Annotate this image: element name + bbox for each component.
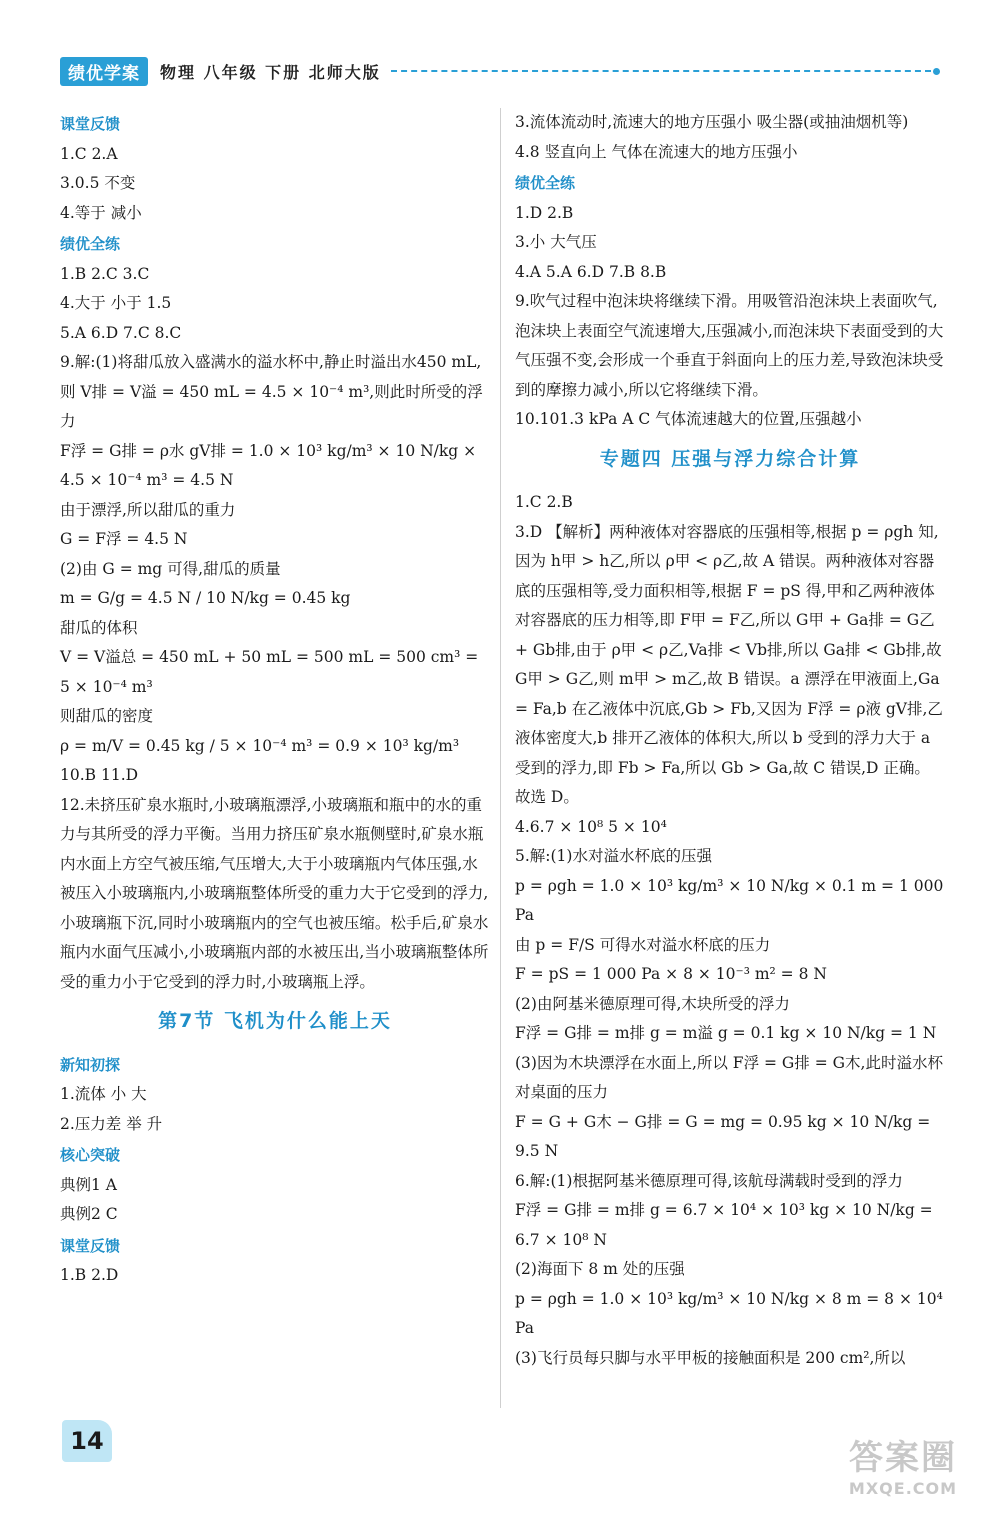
answer-line: 12.未挤压矿泉水瓶时,小玻璃瓶漂浮,小玻璃瓶和瓶中的水的重力与其所受的浮力平衡。当用力挤压矿泉水瓶侧壁时,矿泉水瓶内水面上方空气被压缩,气压增大,大于小玻璃瓶内气体压强,水被压入小玻璃瓶内,小玻璃瓶整体所受的重力大于它受到的浮力,小玻璃瓶下沉,同时小玻璃瓶内的空气也被压缩。松手后,矿泉水瓶内水面气压减小,小玻璃瓶内部的水被压出,当小玻璃瓶整体所受的重力小于它受到的浮力时,小玻璃瓶上浮。 [60, 795, 489, 991]
answer-line: 典例1 A [60, 1175, 117, 1194]
answer-line: 4.8 竖直向上 气体在流速大的地方压强小 [515, 142, 798, 161]
answer-line: F浮 = G排 = m排 g = 6.7 × 10⁴ × 10³ kg × 10 N/kg = 6.7 × 10⁸ N [515, 1201, 933, 1249]
watermark-logo: 答案圈 [849, 1438, 957, 1478]
watermark-url: MXQE.COM [848, 1479, 958, 1498]
answer-line: 1.D 2.B [515, 203, 574, 222]
page-header [60, 56, 940, 86]
right-column [515, 108, 945, 1373]
answer-line: 5.解:(1)水对溢水杯底的压强 [515, 847, 712, 865]
header-dashed-rule [391, 70, 931, 72]
answer-line: 1.B 2.D [60, 1266, 119, 1284]
answer-line: 由于漂浮,所以甜瓜的重力 [60, 500, 236, 519]
column-divider [500, 108, 501, 1408]
section-heading: 第7节 飞机为什么能上天 [158, 1010, 392, 1032]
watermark [828, 1430, 978, 1500]
answer-line: p = ρgh = 1.0 × 10³ kg/m³ × 10 N/kg × 0.1 m = 1 000 Pa [515, 876, 944, 924]
answer-line: ρ = m/V = 0.45 kg / 5 × 10⁻⁴ m³ = 0.9 × 10³ kg/m³ [60, 736, 460, 755]
answer-line: 9.吹气过程中泡沫块将继续下滑。用吸管沿泡沫块上表面吹气,泡沫块上表面空气流速增大,压强减小,而泡沫块下表面受到的大气压强不变,会形成一个垂直于斜面向上的压力差,导致泡沫块受到的摩擦力减小,所以它将继续下滑。 [515, 292, 944, 399]
answer-line: 6.解:(1)根据阿基米德原理可得,该航母满载时受到的浮力 [515, 1171, 903, 1190]
answer-line: (2)由 G = mg 可得,甜瓜的质量 [60, 559, 281, 578]
answer-line: 5.A 6.D 7.C 8.C [60, 323, 182, 342]
section-label: 绩优全练 [60, 235, 121, 253]
answer-line: (2)海面下 8 m 处的压强 [515, 1260, 685, 1278]
answer-line: 1.C 2.B [515, 493, 573, 511]
section-label: 课堂反馈 [60, 115, 121, 133]
answer-line: 1.C 2.A [60, 144, 118, 163]
answer-line: 10.101.3 kPa A C 气体流速越大的位置,压强越小 [515, 410, 862, 428]
answer-line: F = pS = 1 000 Pa × 8 × 10⁻³ m² = 8 N [515, 965, 827, 983]
answer-line: (3)因为木块漂浮在水面上,所以 F浮 = G排 = G木,此时溢水杯对桌面的压力 [515, 1053, 943, 1101]
answer-line: V = V溢总 = 450 mL + 50 mL = 500 mL = 500 cm³ = 5 × 10⁻⁴ m³ [60, 648, 479, 696]
answer-line: 2.压力差 举 升 [60, 1114, 163, 1133]
left-column [60, 108, 490, 1291]
section-label: 核心突破 [60, 1146, 121, 1164]
answer-line: 9.解:(1)将甜瓜放入盛满水的溢水杯中,静止时溢出水450 mL,则 V排 = V溢 = 450 mL = 4.5 × 10⁻⁴ m³,则此时所受的浮力 [60, 353, 483, 430]
answer-line: p = ρgh = 1.0 × 10³ kg/m³ × 10 N/kg × 8 m = 8 × 10⁴ Pa [515, 1289, 943, 1337]
answer-line: F = G + G木 − G排 = G = mg = 0.95 kg × 10 N/kg = 9.5 N [515, 1112, 931, 1160]
answer-line: 3.流体流动时,流速大的地方压强小 吸尘器(或抽油烟机等) [515, 113, 909, 131]
answer-line: F浮 = G排 = ρ水 gV排 = 1.0 × 10³ kg/m³ × 10 N/kg × 4.5 × 10⁻⁴ m³ = 4.5 N [60, 441, 477, 489]
section-label: 新知初探 [60, 1055, 121, 1074]
section-label: 课堂反馈 [60, 1236, 121, 1255]
answer-line: 3.小 大气压 [515, 233, 597, 251]
section-heading: 专题四 压强与浮力综合计算 [599, 447, 861, 470]
answer-line: (2)由阿基米德原理可得,木块所受的浮力 [515, 994, 790, 1013]
page-number: 14 [62, 1420, 112, 1462]
answer-line: F浮 = G排 = m排 g = m溢 g = 0.1 kg × 10 N/kg = 1 N [515, 1024, 937, 1042]
answer-line: 3.0.5 不变 [60, 174, 136, 192]
answer-line: 则甜瓜的密度 [60, 707, 154, 725]
answer-line: 典例2 C [60, 1205, 118, 1223]
answer-line: 4.A 5.A 6.D 7.B 8.B [515, 262, 667, 281]
answer-line: 1.流体 小 大 [60, 1085, 147, 1103]
answer-line: G = F浮 = 4.5 N [60, 530, 188, 548]
answer-line: 由 p = F/S 可得水对溢水杯底的压力 [515, 935, 771, 954]
answer-line: (3)飞行员每只脚与水平甲板的接触面积是 200 cm²,所以 [515, 1348, 906, 1367]
answer-line: 4.6.7 × 10⁸ 5 × 10⁴ [515, 817, 667, 836]
answer-line: 1.B 2.C 3.C [60, 264, 150, 283]
answer-line: 甜瓜的体积 [60, 618, 138, 637]
answer-line: 4.大于 小于 1.5 [60, 294, 172, 312]
answer-line: 4.等于 减小 [60, 203, 142, 222]
answer-line: m = G/g = 4.5 N / 10 N/kg = 0.45 kg [60, 589, 351, 607]
answer-line: 10.B 11.D [60, 766, 139, 784]
brand-logo: 绩优学案 [60, 57, 148, 86]
section-label: 绩优全练 [515, 174, 576, 192]
book-subtitle: 物理 八年级 下册 北师大版 [160, 62, 381, 82]
answer-line: 3.D 【解析】两种液体对容器底的压强相等,根据 p = ρgh 知,因为 h甲 > h乙,所以 ρ甲 < ρ乙,故 A 错误。两种液体对容器底的压强相等,受力面积相等,根据 F = pS 得,甲和乙两种液体对容器底的压力相等,即 F甲 = F乙,所以 G甲 + Ga排 = G乙 + Gb排,由于 ρ甲 < ρ乙,Va排 < Vb排,所以 Ga排 < Gb排,故 G甲 > G乙,则 m甲 > m乙,故 B 错误。a 漂浮在甲液面上,Ga = Fa,b 在乙液体中沉底,Gb > Fb,又因为 F浮 = ρ液 gV排,乙液体密度大,b 排开乙液体的体积大,所以 b 受到的浮力大于 a 受到的浮力,即 Fb > Fa,所以 Gb > Ga,故 C 错误,D 正确。故选 D。 [515, 522, 943, 806]
header-dot-icon [933, 68, 940, 75]
